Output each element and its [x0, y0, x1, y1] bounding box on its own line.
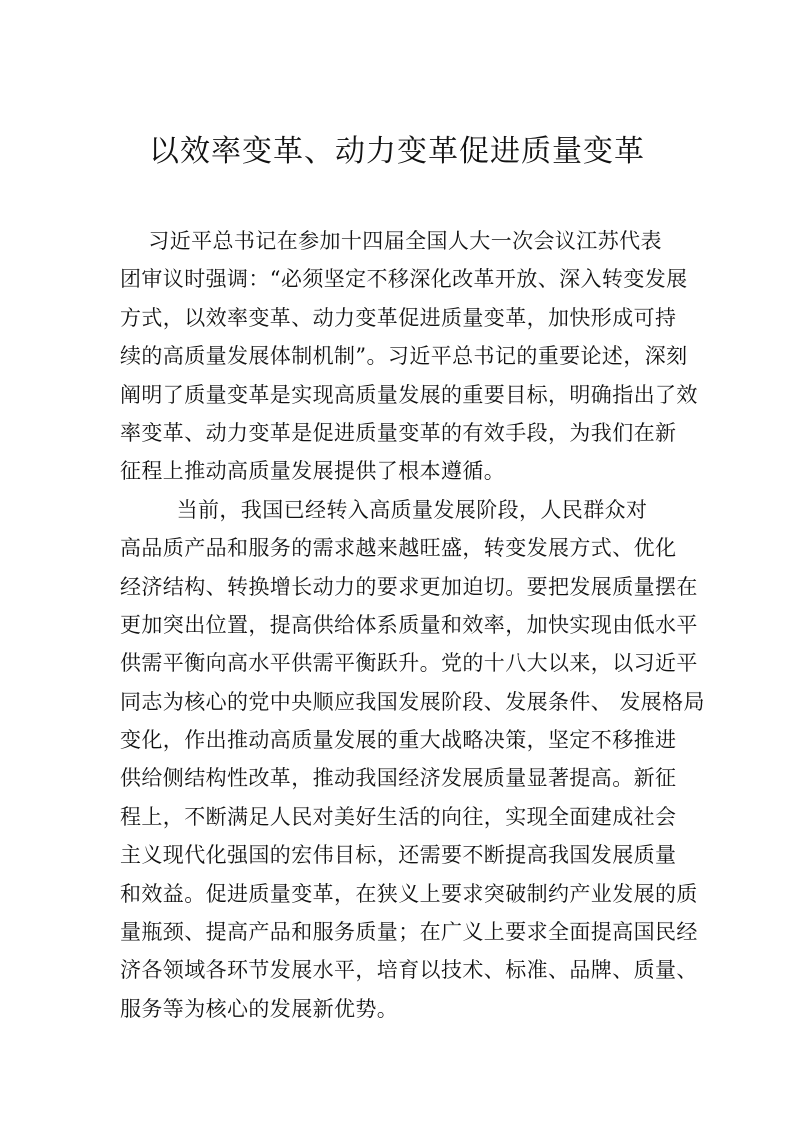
paragraph-2-line-13: 济各领域各环节发展水平，培育以技术、标准、品牌、质量、	[120, 958, 698, 983]
paragraph-2-line-4: 更加突出位置，提高供给体系质量和效率，加快实现由低水平	[120, 612, 698, 637]
paragraph-1-line-1: 习近平总书记在参加十四届全国人大一次会议江苏代表	[120, 229, 662, 253]
paragraph-2-line-11: 和效益。促进质量变革，在狭义上要求突破制约产业发展的质	[120, 881, 698, 906]
paragraph-1-line-3: 方式，以效率变革、动力变革促进质量变革，加快形成可持	[120, 305, 677, 330]
paragraph-2-line-2: 高品质产品和服务的需求越来越旺盛，转变发展方式、优化	[120, 536, 677, 561]
paragraph-1-line-2: 团审议时强调：“必须坚定不移深化改革开放、深入转变发展	[120, 267, 688, 292]
paragraph-1-line-4: 续的高质量发展体制机制”。习近平总书记的重要论述，深刻	[120, 344, 688, 369]
paragraph-1-line-5: 阐明了质量变革是实现高质量发展的重要目标，明确指出了效	[120, 382, 698, 407]
document-title: 以效率变革、动力变革促进质量变革	[149, 134, 645, 169]
paragraph-1-line-6: 率变革、动力变革是促进质量变革的有效手段，为我们在新	[120, 420, 677, 445]
document-body	[120, 222, 705, 1028]
paragraph-2-line-7: 变化，作出推动高质量发展的重大战略决策，坚定不移推进	[120, 728, 677, 753]
paragraph-2-line-3: 经济结构、转换增长动力的要求更加迫切。要把发展质量摆在	[120, 574, 698, 599]
paragraph-1-line-7: 征程上推动高质量发展提供了根本遵循。	[120, 459, 506, 484]
paragraph-2-line-12: 量瓶颈、提高产品和服务质量；在广义上要求全面提高国民经	[120, 920, 698, 945]
paragraph-2-line-1: 当前，我国已经转入高质量发展阶段，人民群众对	[120, 497, 648, 522]
paragraph-2-line-14: 服务等为核心的发展新优势。	[120, 996, 399, 1021]
paragraph-2-line-8: 供给侧结构性改革，推动我国经济发展质量显著提高。新征	[120, 766, 677, 791]
paragraph-2-line-9: 程上，不断满足人民对美好生活的向往，实现全面建成社会	[120, 804, 677, 829]
paragraph-2-line-10: 主义现代化强国的宏伟目标，还需要不断提高我国发展质量	[120, 843, 677, 868]
paragraph-2-line-6: 同志为核心的党中央顺应我国发展阶段、发展条件、 发展格局	[120, 689, 705, 714]
paragraph-2-line-5: 供需平衡向高水平供需平衡跃升。党的十八大以来，以习近平	[120, 651, 698, 676]
